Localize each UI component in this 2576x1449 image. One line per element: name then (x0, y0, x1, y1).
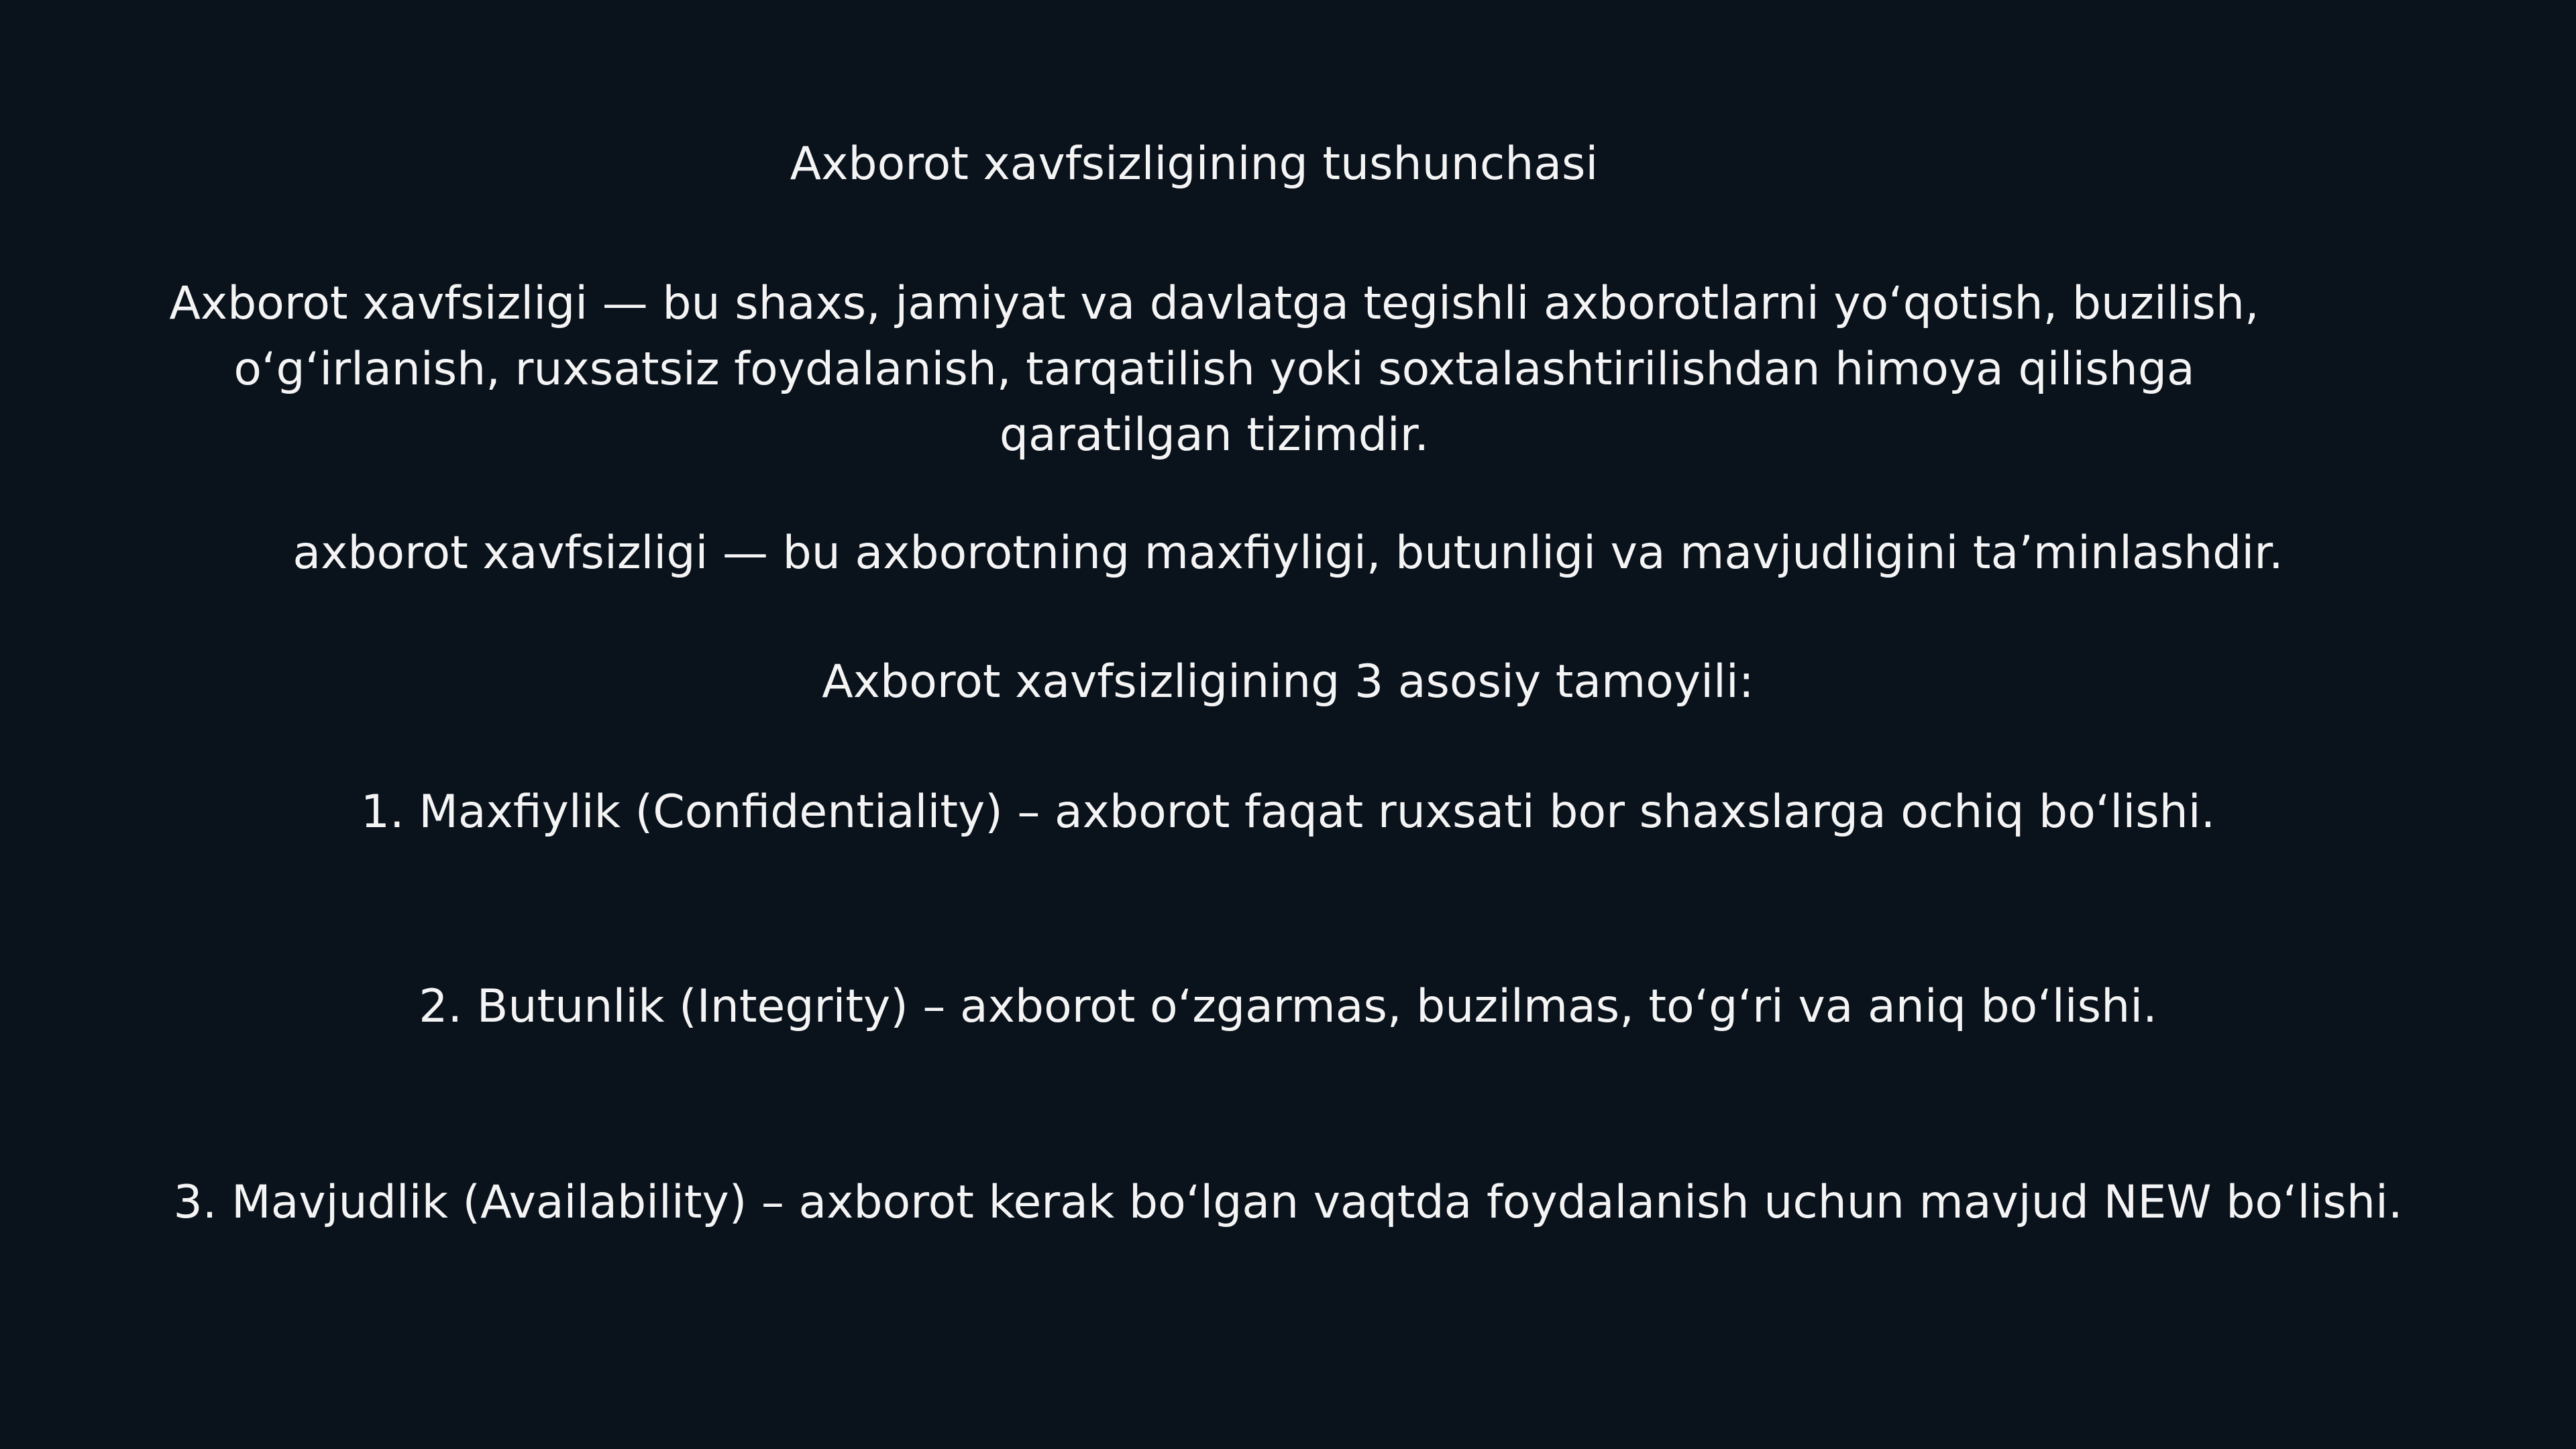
slide-title: Axborot xavfsizligining tushunchasi (790, 138, 1599, 191)
intro-paragraph: Axborot xavfsizligi — bu shaxs, jamiyat va davlatga tegishli axborotlarni yoʻqotish, buzilish, oʻgʻirlanish, ruxsatsiz foydalanish, tarqatilish yoki soxtalashtirilishdan himoya qilishga qaratilgan tizimdir. (169, 277, 2259, 462)
principle-availability: 3. Mavjudlik (Availability) – axborot kerak boʻlgan vaqtda foydalanish uchun mavjud NEW boʻlishi. (173, 1176, 2403, 1229)
principle-integrity: 2. Butunlik (Integrity) – axborot oʻzgarmas, buzilmas, toʻgʻri va aniq boʻlishi. (419, 980, 2157, 1033)
principle-confidentiality: 1. Maxfiylik (Confidentiality) – axborot faqat ruxsati bor shaxslarga ochiq boʻlishi. (360, 786, 2216, 839)
definition-text: axborot xavfsizligi — bu axborotning maxfiyligi, butunligi va mavjudligini ta’minlashdir. (292, 527, 2284, 580)
principles-heading: Axborot xavfsizligining 3 asosiy tamoyili: (822, 655, 1754, 708)
